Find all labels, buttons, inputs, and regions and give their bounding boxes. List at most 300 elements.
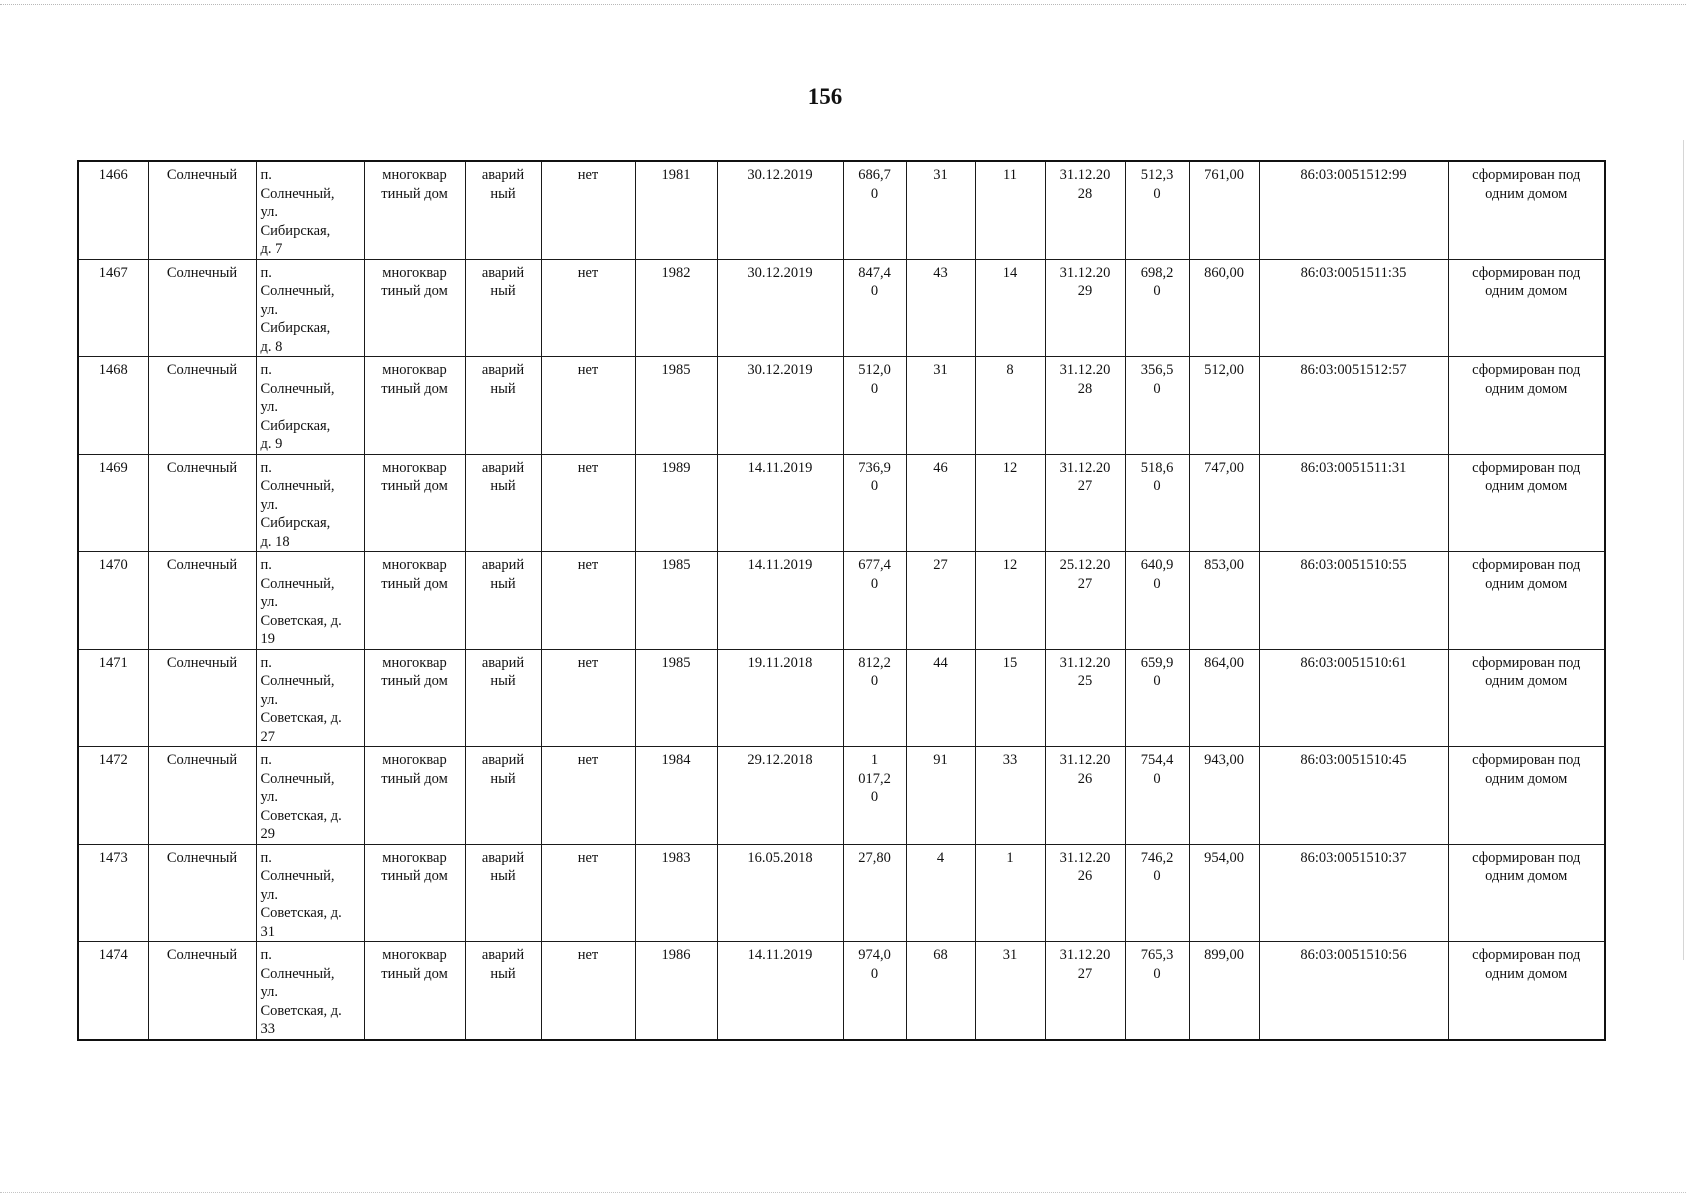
cell-land-status — [1448, 942, 1605, 1040]
cell-year: 1984 — [635, 747, 717, 845]
scan-edge-right — [1683, 140, 1684, 960]
cell-address — [256, 552, 364, 650]
cell-flag: нет — [541, 357, 635, 455]
cell-flag: нет — [541, 161, 635, 259]
cell-area-line: 512,0 — [858, 362, 891, 378]
cell-area-2-line: 0 — [1153, 575, 1161, 592]
cell-deadline-line: 31.12.20 — [1059, 264, 1111, 281]
cell-building-type-line: многоквар — [382, 849, 447, 866]
cell-persons: 46 — [906, 454, 975, 552]
cell-deadline-line: 27 — [1077, 478, 1093, 494]
cell-deadline-line: 31.12.20 — [1059, 362, 1111, 378]
cell-deadline — [1045, 552, 1125, 650]
cell-condition-line: аварий — [481, 264, 525, 281]
cell-address-line: Советская, д. — [260, 807, 342, 824]
cell-area — [843, 649, 906, 747]
cell-condition — [465, 357, 541, 455]
cell-condition-line: ный — [490, 673, 516, 689]
cell-flag: нет — [541, 259, 635, 357]
cell-cadastral-number: 86:03:0051510:45 — [1259, 747, 1448, 845]
cell-building-type — [364, 942, 465, 1040]
cell-land-status-line: сформирован под — [1472, 362, 1581, 378]
cell-area-2-line: 0 — [1153, 770, 1161, 787]
cell-address-line: Советская, д. — [260, 612, 342, 629]
cell-address-line: Советская, д. — [260, 905, 342, 921]
cell-area-line: 27,80 — [858, 849, 891, 866]
cell-land-status-line: сформирован под — [1472, 264, 1581, 281]
cell-area-2-line: 0 — [1153, 868, 1161, 884]
cell-land-status-line: одним домом — [1485, 673, 1568, 689]
cell-area — [843, 942, 906, 1040]
cell-condition-line: ный — [490, 868, 516, 884]
cell-condition-line: аварий — [481, 654, 525, 671]
table-row — [78, 161, 1605, 259]
cell-building-type-line: тиный дом — [381, 185, 448, 202]
cell-condition — [465, 552, 541, 650]
cell-area-line: 686,7 — [858, 167, 891, 183]
cell-building-type — [364, 552, 465, 650]
cell-flag: нет — [541, 747, 635, 845]
cell-building-type-line: многоквар — [382, 167, 447, 183]
cell-year: 1981 — [635, 161, 717, 259]
cell-address-line: ул. — [260, 594, 278, 610]
cell-cadastral-number: 86:03:0051510:61 — [1259, 649, 1448, 747]
cell-area-line: 736,9 — [858, 459, 891, 476]
cell-area-line: 974,0 — [858, 947, 891, 963]
cell-area-2 — [1125, 942, 1189, 1040]
cell-date: 16.05.2018 — [717, 844, 843, 942]
cell-area-2 — [1125, 747, 1189, 845]
cell-land-status — [1448, 454, 1605, 552]
cell-area — [843, 454, 906, 552]
cell-address — [256, 649, 364, 747]
cell-land-status — [1448, 552, 1605, 650]
cell-address-line: Солнечный, — [260, 283, 335, 299]
cell-area — [843, 747, 906, 845]
cell-units: 12 — [975, 552, 1045, 650]
cell-land-area: 954,00 — [1189, 844, 1259, 942]
cell-address-line: п. — [260, 947, 272, 963]
cell-date: 14.11.2019 — [717, 552, 843, 650]
cell-address-line: Сибирская, — [260, 222, 331, 239]
cell-cadastral-number: 86:03:0051511:31 — [1259, 454, 1448, 552]
cell-address-line: ул. — [260, 399, 278, 415]
cell-condition-line: аварий — [481, 947, 525, 963]
cell-deadline-line: 26 — [1077, 868, 1093, 884]
cell-units: 33 — [975, 747, 1045, 845]
cell-condition-line: аварий — [481, 849, 525, 866]
cell-deadline — [1045, 844, 1125, 942]
cell-area-2-line: 0 — [1153, 380, 1161, 397]
cell-address — [256, 259, 364, 357]
cell-number: 1473 — [78, 844, 148, 942]
cell-address-line: п. — [260, 362, 272, 378]
cell-area-2 — [1125, 161, 1189, 259]
cell-land-status-line: сформирован под — [1472, 752, 1581, 768]
cell-address-line: п. — [260, 752, 272, 768]
cell-flag: нет — [541, 552, 635, 650]
cell-address-line: Солнечный, — [260, 673, 335, 689]
cell-deadline-line: 31.12.20 — [1059, 654, 1111, 671]
cell-address-line: п. — [260, 654, 272, 671]
table-row — [78, 259, 1605, 357]
cell-area — [843, 552, 906, 650]
cell-flag: нет — [541, 844, 635, 942]
cell-area-line: 847,4 — [858, 264, 891, 281]
cell-area-2-line: 512,3 — [1140, 167, 1174, 183]
cell-units: 8 — [975, 357, 1045, 455]
cell-area-line: 0 — [870, 965, 879, 982]
cell-year: 1985 — [635, 649, 717, 747]
table-row — [78, 454, 1605, 552]
cell-condition — [465, 942, 541, 1040]
cell-condition-line: ный — [490, 478, 516, 494]
cell-building-type-line: многоквар — [382, 557, 447, 573]
cell-units: 1 — [975, 844, 1045, 942]
cell-address-line: ул. — [260, 301, 278, 318]
table-row — [78, 552, 1605, 650]
cell-deadline — [1045, 161, 1125, 259]
cell-area-2-line: 0 — [1153, 185, 1161, 202]
cell-number: 1470 — [78, 552, 148, 650]
cell-number: 1466 — [78, 161, 148, 259]
cell-land-area: 761,00 — [1189, 161, 1259, 259]
cell-condition-line: ный — [490, 575, 516, 592]
cell-land-status-line: сформирован под — [1472, 557, 1581, 573]
cell-address-line: д. 9 — [260, 436, 283, 452]
cell-address-line: Сибирская, — [260, 417, 331, 434]
cell-land-area: 853,00 — [1189, 552, 1259, 650]
cell-persons: 43 — [906, 259, 975, 357]
cell-deadline — [1045, 649, 1125, 747]
cell-address — [256, 942, 364, 1040]
cell-land-status-line: одним домом — [1485, 770, 1568, 787]
cell-condition-line: аварий — [481, 557, 525, 573]
cell-address-line: ул. — [260, 496, 278, 513]
cell-land-status-line: одним домом — [1485, 283, 1568, 299]
cell-land-status — [1448, 259, 1605, 357]
cell-building-type — [364, 844, 465, 942]
cell-address-line: 31 — [260, 923, 275, 940]
cell-number: 1467 — [78, 259, 148, 357]
cell-area-2-line: 0 — [1153, 965, 1161, 982]
cell-deadline-line: 31.12.20 — [1059, 752, 1111, 768]
cell-area-line: 677,4 — [858, 557, 891, 573]
cell-area-line: 0 — [870, 380, 879, 397]
cell-number: 1471 — [78, 649, 148, 747]
cell-area-line: 0 — [870, 478, 879, 494]
cell-address-line: Солнечный, — [260, 478, 335, 494]
cell-condition — [465, 161, 541, 259]
cell-address-line: Советская, д. — [260, 1002, 342, 1019]
cell-address-line: Солнечный, — [260, 380, 335, 397]
cell-condition-line: аварий — [481, 362, 525, 378]
cell-address-line: д. 7 — [260, 241, 283, 257]
cell-date: 30.12.2019 — [717, 357, 843, 455]
cell-deadline — [1045, 357, 1125, 455]
cell-condition — [465, 259, 541, 357]
cell-address-line: п. — [260, 264, 272, 281]
cell-settlement: Солнечный — [148, 161, 256, 259]
cell-building-type-line: многоквар — [382, 264, 447, 281]
cell-address-line: п. — [260, 557, 272, 573]
cell-area-2 — [1125, 259, 1189, 357]
cell-building-type-line: тиный дом — [381, 575, 448, 592]
cell-settlement: Солнечный — [148, 942, 256, 1040]
cell-cadastral-number: 86:03:0051512:57 — [1259, 357, 1448, 455]
cell-address-line: ул. — [260, 886, 278, 903]
cell-land-status — [1448, 747, 1605, 845]
cell-number: 1468 — [78, 357, 148, 455]
cell-address — [256, 161, 364, 259]
cell-settlement: Солнечный — [148, 747, 256, 845]
cell-deadline — [1045, 454, 1125, 552]
cell-address-line: Сибирская, — [260, 320, 331, 336]
cell-address — [256, 454, 364, 552]
page-number: 156 — [807, 84, 843, 109]
cell-cadastral-number: 86:03:0051510:37 — [1259, 844, 1448, 942]
cell-building-type — [364, 649, 465, 747]
cell-building-type-line: тиный дом — [381, 770, 448, 787]
cell-address-line: 29 — [260, 826, 275, 842]
cell-year: 1986 — [635, 942, 717, 1040]
cell-date: 30.12.2019 — [717, 161, 843, 259]
table-row — [78, 747, 1605, 845]
cell-area-line: 0 — [870, 789, 879, 805]
cell-address-line: д. 8 — [260, 338, 283, 355]
cell-land-status — [1448, 357, 1605, 455]
cell-land-status-line: сформирован под — [1472, 654, 1581, 671]
cell-deadline — [1045, 259, 1125, 357]
cell-units: 14 — [975, 259, 1045, 357]
cell-deadline-line: 25 — [1077, 673, 1093, 689]
scan-edge-bottom — [0, 1192, 1686, 1193]
cell-condition — [465, 649, 541, 747]
cell-persons: 44 — [906, 649, 975, 747]
cell-settlement: Солнечный — [148, 357, 256, 455]
cell-building-type — [364, 454, 465, 552]
cell-cadastral-number: 86:03:0051510:56 — [1259, 942, 1448, 1040]
cell-area — [843, 259, 906, 357]
cell-area-2 — [1125, 454, 1189, 552]
cell-condition-line: ный — [490, 965, 516, 982]
cell-area-line: 017,2 — [858, 770, 891, 787]
cell-deadline-line: 31.12.20 — [1059, 947, 1111, 963]
cell-condition-line: ный — [490, 283, 516, 299]
cell-deadline-line: 27 — [1077, 575, 1093, 592]
cell-building-type-line: многоквар — [382, 362, 447, 378]
cell-area-line: 0 — [870, 185, 879, 202]
cell-persons: 31 — [906, 357, 975, 455]
cell-date: 30.12.2019 — [717, 259, 843, 357]
cell-area-line: 0 — [870, 283, 879, 299]
cell-land-status-line: сформирован под — [1472, 947, 1581, 963]
cell-deadline-line: 26 — [1077, 770, 1093, 787]
cell-address-line: п. — [260, 167, 272, 183]
cell-building-type-line: тиный дом — [381, 283, 448, 299]
cell-deadline-line: 28 — [1077, 380, 1093, 397]
cell-area-2-line: 746,2 — [1140, 849, 1174, 866]
cell-persons: 91 — [906, 747, 975, 845]
cell-building-type — [364, 357, 465, 455]
cell-land-status-line: одним домом — [1485, 478, 1568, 494]
cell-building-type-line: тиный дом — [381, 965, 448, 982]
cell-address — [256, 357, 364, 455]
cell-settlement: Солнечный — [148, 454, 256, 552]
cell-area-2-line: 0 — [1153, 673, 1161, 689]
cell-units: 12 — [975, 454, 1045, 552]
cell-units: 15 — [975, 649, 1045, 747]
cell-deadline-line: 28 — [1077, 185, 1093, 202]
cell-area-2-line: 0 — [1153, 283, 1161, 299]
cell-number: 1472 — [78, 747, 148, 845]
cell-area-2 — [1125, 552, 1189, 650]
cell-address-line: д. 18 — [260, 533, 290, 550]
cell-area-line: 812,2 — [858, 654, 891, 671]
cell-date: 14.11.2019 — [717, 942, 843, 1040]
cell-building-type-line: многоквар — [382, 459, 447, 476]
cell-area — [843, 357, 906, 455]
cell-land-status-line: одним домом — [1485, 965, 1568, 982]
cell-land-status-line: сформирован под — [1472, 459, 1581, 476]
cell-area-2-line: 356,5 — [1140, 362, 1174, 378]
cell-address-line: Солнечный, — [260, 868, 335, 884]
cell-deadline-line: 25.12.20 — [1059, 557, 1111, 573]
cell-area — [843, 844, 906, 942]
cell-date: 29.12.2018 — [717, 747, 843, 845]
cell-building-type — [364, 259, 465, 357]
table-row — [78, 942, 1605, 1040]
cell-units: 11 — [975, 161, 1045, 259]
cell-area-2-line: 754,4 — [1140, 752, 1174, 768]
cell-area-2-line: 640,9 — [1140, 557, 1174, 573]
cell-area-line: 0 — [870, 673, 879, 689]
cell-address-line: ул. — [260, 204, 278, 220]
cell-building-type-line: тиный дом — [381, 868, 448, 884]
cell-land-area: 899,00 — [1189, 942, 1259, 1040]
cell-condition-line: ный — [490, 185, 516, 202]
cell-condition — [465, 747, 541, 845]
cell-deadline — [1045, 942, 1125, 1040]
cell-deadline-line: 31.12.20 — [1059, 849, 1111, 866]
cell-area-2-line: 659,9 — [1140, 654, 1174, 671]
table-row — [78, 649, 1605, 747]
cell-area-line: 1 — [870, 752, 879, 768]
cell-address-line: ул. — [260, 984, 278, 1000]
cell-cadastral-number: 86:03:0051512:99 — [1259, 161, 1448, 259]
cell-building-type — [364, 747, 465, 845]
cell-area-line: 0 — [870, 575, 879, 592]
cell-deadline-line: 29 — [1077, 283, 1093, 299]
housing-registry-table — [77, 160, 1606, 1041]
cell-condition-line: ный — [490, 380, 516, 397]
cell-units: 31 — [975, 942, 1045, 1040]
cell-condition-line: аварий — [481, 459, 525, 476]
cell-date: 14.11.2019 — [717, 454, 843, 552]
cell-condition-line: аварий — [481, 752, 525, 768]
cell-number: 1469 — [78, 454, 148, 552]
cell-land-status-line: сформирован под — [1472, 849, 1581, 866]
cell-flag: нет — [541, 454, 635, 552]
cell-area — [843, 161, 906, 259]
cell-settlement: Солнечный — [148, 552, 256, 650]
cell-year: 1983 — [635, 844, 717, 942]
cell-building-type-line: тиный дом — [381, 478, 448, 494]
cell-address-line: Советская, д. — [260, 710, 342, 726]
cell-land-status-line: одним домом — [1485, 868, 1568, 884]
cell-settlement: Солнечный — [148, 259, 256, 357]
cell-address-line: 33 — [260, 1021, 275, 1037]
cell-area-2-line: 518,6 — [1140, 459, 1174, 476]
cell-year: 1985 — [635, 552, 717, 650]
cell-deadline-line: 31.12.20 — [1059, 459, 1111, 476]
cell-persons: 27 — [906, 552, 975, 650]
table-row — [78, 844, 1605, 942]
cell-settlement: Солнечный — [148, 844, 256, 942]
cell-address-line: Солнечный, — [260, 575, 335, 592]
cell-area-2-line: 0 — [1153, 478, 1161, 494]
cell-address-line: Солнечный, — [260, 185, 335, 202]
cell-land-status — [1448, 649, 1605, 747]
cell-settlement: Солнечный — [148, 649, 256, 747]
cell-land-status-line: одним домом — [1485, 380, 1568, 397]
cell-area-2 — [1125, 357, 1189, 455]
cell-building-type-line: многоквар — [382, 947, 447, 963]
cell-deadline-line: 27 — [1077, 965, 1093, 982]
cell-building-type-line: тиный дом — [381, 673, 448, 689]
cell-persons: 4 — [906, 844, 975, 942]
cell-area-2 — [1125, 649, 1189, 747]
cell-address-line: п. — [260, 459, 272, 476]
cell-condition — [465, 844, 541, 942]
cell-land-area: 860,00 — [1189, 259, 1259, 357]
cell-building-type-line: многоквар — [382, 654, 447, 671]
cell-land-status — [1448, 844, 1605, 942]
cell-land-area: 943,00 — [1189, 747, 1259, 845]
cell-land-status-line: сформирован под — [1472, 167, 1581, 183]
cell-year: 1985 — [635, 357, 717, 455]
cell-address-line: Солнечный, — [260, 770, 335, 787]
cell-land-area: 512,00 — [1189, 357, 1259, 455]
cell-address-line: Солнечный, — [260, 965, 335, 982]
cell-area-2-line: 698,2 — [1140, 264, 1174, 281]
cell-land-status — [1448, 161, 1605, 259]
cell-land-status-line: одним домом — [1485, 185, 1568, 202]
cell-address-line: ул. — [260, 691, 278, 708]
cell-condition-line: ный — [490, 770, 516, 787]
cell-area-2 — [1125, 844, 1189, 942]
cell-address-line: 27 — [260, 728, 275, 745]
cell-deadline-line: 31.12.20 — [1059, 167, 1111, 183]
cell-address-line: ул. — [260, 789, 278, 805]
cell-land-area: 864,00 — [1189, 649, 1259, 747]
cell-condition-line: аварий — [481, 167, 525, 183]
cell-date: 19.11.2018 — [717, 649, 843, 747]
cell-cadastral-number: 86:03:0051511:35 — [1259, 259, 1448, 357]
cell-area-2-line: 765,3 — [1140, 947, 1174, 963]
cell-address-line: п. — [260, 849, 272, 866]
cell-address — [256, 747, 364, 845]
cell-cadastral-number: 86:03:0051510:55 — [1259, 552, 1448, 650]
cell-persons: 68 — [906, 942, 975, 1040]
scan-edge-top — [0, 4, 1686, 5]
cell-address — [256, 844, 364, 942]
cell-building-type — [364, 161, 465, 259]
cell-land-status-line: одним домом — [1485, 575, 1568, 592]
cell-flag: нет — [541, 942, 635, 1040]
cell-year: 1989 — [635, 454, 717, 552]
cell-persons: 31 — [906, 161, 975, 259]
